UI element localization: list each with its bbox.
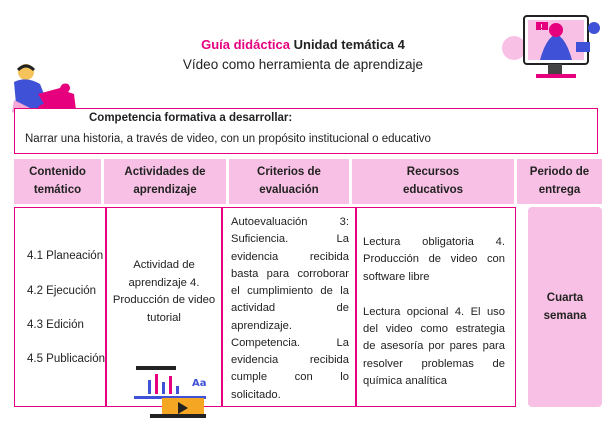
competency-text: Narrar una historia, a través de video, con un propósito institucional o educativo — [25, 133, 431, 145]
header-periodo-label: Periodo de entrega — [529, 165, 590, 196]
video-chart-illustration — [130, 362, 210, 420]
header-recursos-label: Recursos educativos — [402, 165, 464, 196]
header-recursos — [352, 159, 514, 204]
contenido-item: 4.2 Ejecución — [27, 285, 97, 297]
unit-label: Unidad temática 4 — [293, 37, 405, 52]
guide-label: Guía didáctica — [201, 37, 290, 52]
periodo-text: Cuarta semana — [543, 291, 587, 322]
contenido-item: 4.1 Planeación — [27, 250, 104, 262]
contenido-item: 4.5 Publicación — [27, 353, 105, 365]
recurso-obligatorio: Lectura obligatoria 4. Producción de video con software libre — [363, 236, 505, 283]
contenido-item: 4.3 Edición — [27, 319, 84, 331]
header-contenido-label: Contenido temático — [29, 165, 86, 196]
content-table — [14, 207, 516, 407]
svg-text:!: ! — [540, 23, 544, 32]
criterios-text: Autoevaluación 3: Suficiencia. La evidencia recibida basta para corroborar el cumplimiento de la actividad de aprendizaje. Competencia. La evidencia recibida cumple con lo solicitado. — [231, 216, 349, 401]
header-actividades-label: Actividades de aprendizaje — [124, 165, 206, 196]
header-periodo — [517, 159, 602, 204]
competency-heading: Competencia formativa a desarrollar: — [89, 112, 293, 124]
recursos-cell — [357, 208, 515, 406]
header-contenido — [14, 159, 101, 204]
contenido-cell — [15, 208, 105, 406]
document-subtitle: Vídeo como herramienta de aprendizaje — [182, 57, 424, 72]
header-criterios — [229, 159, 349, 204]
text-size-icon: Aa — [192, 378, 207, 389]
criterios-cell — [223, 208, 355, 406]
periodo-cell — [528, 207, 602, 407]
recurso-opcional: Lectura opcional 4. El uso del video como estrategia de asesoría por pares para resolver problemas de química analítica — [363, 305, 505, 387]
computer-illustration — [494, 8, 604, 88]
header-actividades — [104, 159, 226, 204]
header-criterios-label: Criterios de evaluación — [257, 165, 321, 196]
competency-box — [14, 108, 598, 154]
actividad-text: Actividad de aprendizaje 4. Producción de video tutorial — [112, 259, 216, 324]
